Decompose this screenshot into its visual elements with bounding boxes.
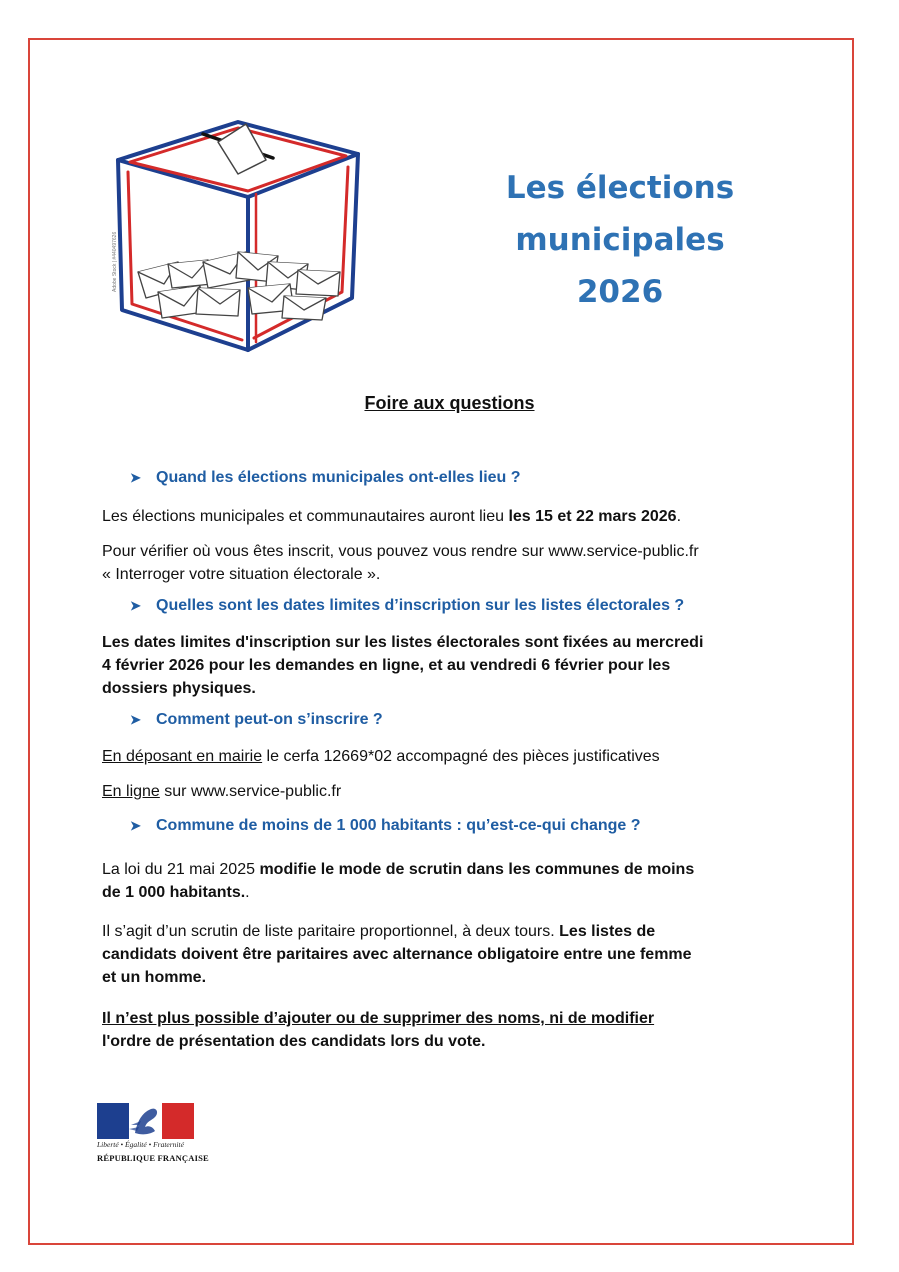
- answer-3-underlined-2: En ligne: [102, 783, 160, 800]
- answer-3-underlined-1: En déposant en mairie: [102, 748, 263, 765]
- answer-1-dates: les 15 et 22 mars 2026: [508, 508, 677, 525]
- answer-1-period: .: [676, 508, 682, 525]
- answer-1-paragraph-2: [102, 540, 699, 586]
- arrowhead-icon: ➤: [130, 818, 141, 833]
- question-3-text: Comment peut-on s’inscrire ?: [156, 711, 383, 728]
- image-credit: Adobe Stock | #440497626: [112, 231, 118, 292]
- republique-francaise-logo: [97, 1103, 209, 1165]
- answer-1-paragraph-1: [102, 505, 681, 528]
- question-4: [130, 817, 641, 835]
- answer-2-line-1: Les dates limites d'inscription sur les listes électorales sont fixées au mercredi: [102, 634, 704, 651]
- faq-heading: Foire aux questions: [364, 393, 535, 413]
- arrowhead-icon: ➤: [130, 598, 141, 613]
- answer-3-text-1: le cerfa 12669*02 accompagné des pièces justificatives: [262, 748, 660, 765]
- answer-4-bold-2: de 1 000 habitants.: [102, 884, 246, 901]
- answer-3-paragraph-1: [102, 745, 660, 768]
- question-3: [130, 711, 383, 729]
- title-line-3: 2026: [576, 274, 664, 310]
- title-line-2: municipales: [515, 222, 725, 258]
- answer-4-bold-1: modifie le mode de scrutin dans les communes de moins: [259, 861, 695, 878]
- answer-2-paragraph: [102, 631, 703, 700]
- answer-4-bold-3: Les listes de: [559, 923, 656, 940]
- arrowhead-icon: ➤: [130, 712, 141, 727]
- answer-1-line-1: Pour vérifier où vous êtes inscrit, vous pouvez vous rendre sur www.service-public.fr: [102, 543, 699, 560]
- answer-4-bold-5: et un homme.: [102, 969, 207, 986]
- ballot-box-icon: [108, 112, 368, 362]
- answer-4-text-1: La loi du 21 mai 2025: [102, 861, 260, 878]
- answer-4-bold-4: candidats doivent être paritaires avec alternance obligatoire entre une femme: [102, 946, 692, 963]
- answer-4-paragraph-1: [102, 858, 694, 904]
- answer-4-bold-6: l'ordre de présentation des candidats lors du vote.: [102, 1033, 486, 1050]
- answer-4-paragraph-2: [102, 920, 692, 989]
- answer-2-line-2: 4 février 2026 pour les demandes en ligne, et au vendredi 6 février pour les: [102, 657, 671, 674]
- question-4-text: Commune de moins de 1 000 habitants : qu’est-ce-qui change ?: [156, 817, 641, 834]
- answer-4-period: .: [245, 884, 250, 901]
- answer-4-underlined: Il n’est plus possible d’ajouter ou de supprimer des noms, ni de modifier: [102, 1010, 655, 1027]
- answer-1-text: Les élections municipales et communautaires auront lieu: [102, 508, 509, 525]
- answer-2-line-3: dossiers physiques.: [102, 680, 256, 697]
- logo-name: RÉPUBLIQUE FRANÇAISE: [97, 1153, 209, 1163]
- answer-4-paragraph-3: [102, 1007, 654, 1053]
- page-title: [470, 162, 770, 318]
- answer-3-paragraph-2: [102, 780, 341, 803]
- title-line-1: Les élections: [505, 170, 735, 206]
- arrowhead-icon: ➤: [130, 470, 141, 485]
- question-2-text: Quelles sont les dates limites d’inscription sur les listes électorales ?: [156, 597, 685, 614]
- question-1: [130, 469, 521, 487]
- answer-1-line-2: « Interroger votre situation électorale ».: [102, 566, 381, 583]
- logo-motto: Liberté • Égalité • Fraternité: [97, 1140, 184, 1149]
- question-1-text: Quand les élections municipales ont-elles lieu ?: [156, 469, 521, 486]
- answer-3-text-2: sur www.service-public.fr: [159, 783, 342, 800]
- answer-4-text-2: Il s’agit d’un scrutin de liste paritaire proportionnel, à deux tours.: [102, 923, 560, 940]
- marianne-flag-icon: [97, 1103, 194, 1139]
- question-2: [130, 597, 684, 615]
